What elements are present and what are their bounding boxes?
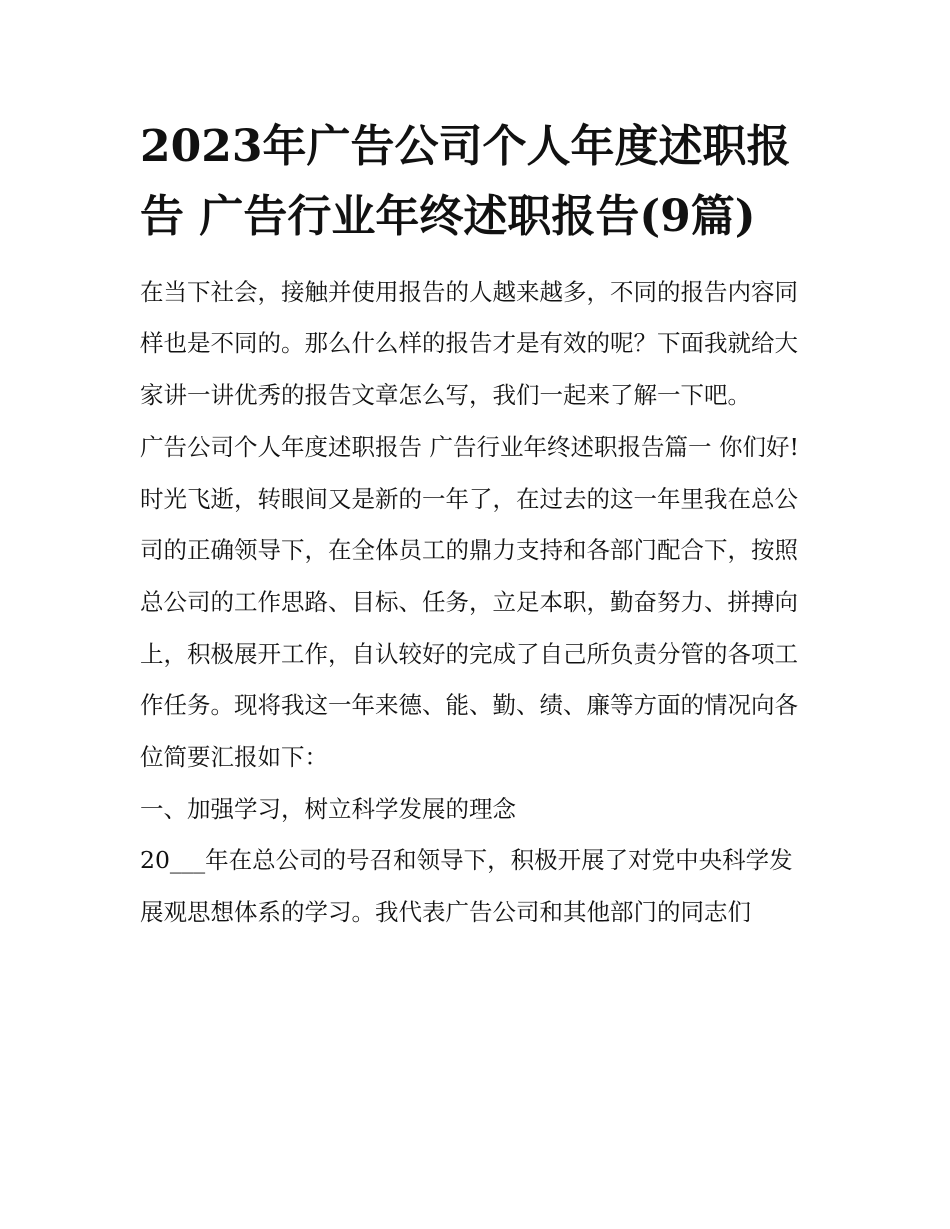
- body-paragraph-continued: 20___年在总公司的号召和领导下，积极开展了对党中央科学发展观思想体系的学习。我代表广告公司和其他部门的同志们: [140, 846, 793, 927]
- section-heading-paragraph: 广告公司个人年度述职报告 广告行业年终述职报告篇一 你们好!: [140, 432, 799, 461]
- body-paragraph: 时光飞逝，转眼间又是新的一年了，在过去的这一年里我在总公司的正确领导下，在全体员工的鼎力支持和各部门配合下，按照总公司的工作思路、目标、任务，立足本职，勤奋努力、拼搏向上，积极展开工作，自认较好的完成了自己所负责分管的各项工作任务。现将我这一年来德、能、勤、绩、廉等方面的情况向各位简要汇报如下：: [140, 484, 798, 771]
- document-page: [140, 112, 812, 939]
- intro-paragraph: 在当下社会，接触并使用报告的人越来越多，不同的报告内容同样也是不同的。那么什么样的报告才是有效的呢？下面我就给大家讲一讲优秀的报告文章怎么写，我们一起来了解一下吧。: [140, 277, 798, 410]
- document-title: 2023年广告公司个人年度述职报告 广告行业年终述职报告(9篇): [140, 121, 791, 243]
- subheading-paragraph: 一、加强学习，树立科学发展的理念: [140, 794, 516, 823]
